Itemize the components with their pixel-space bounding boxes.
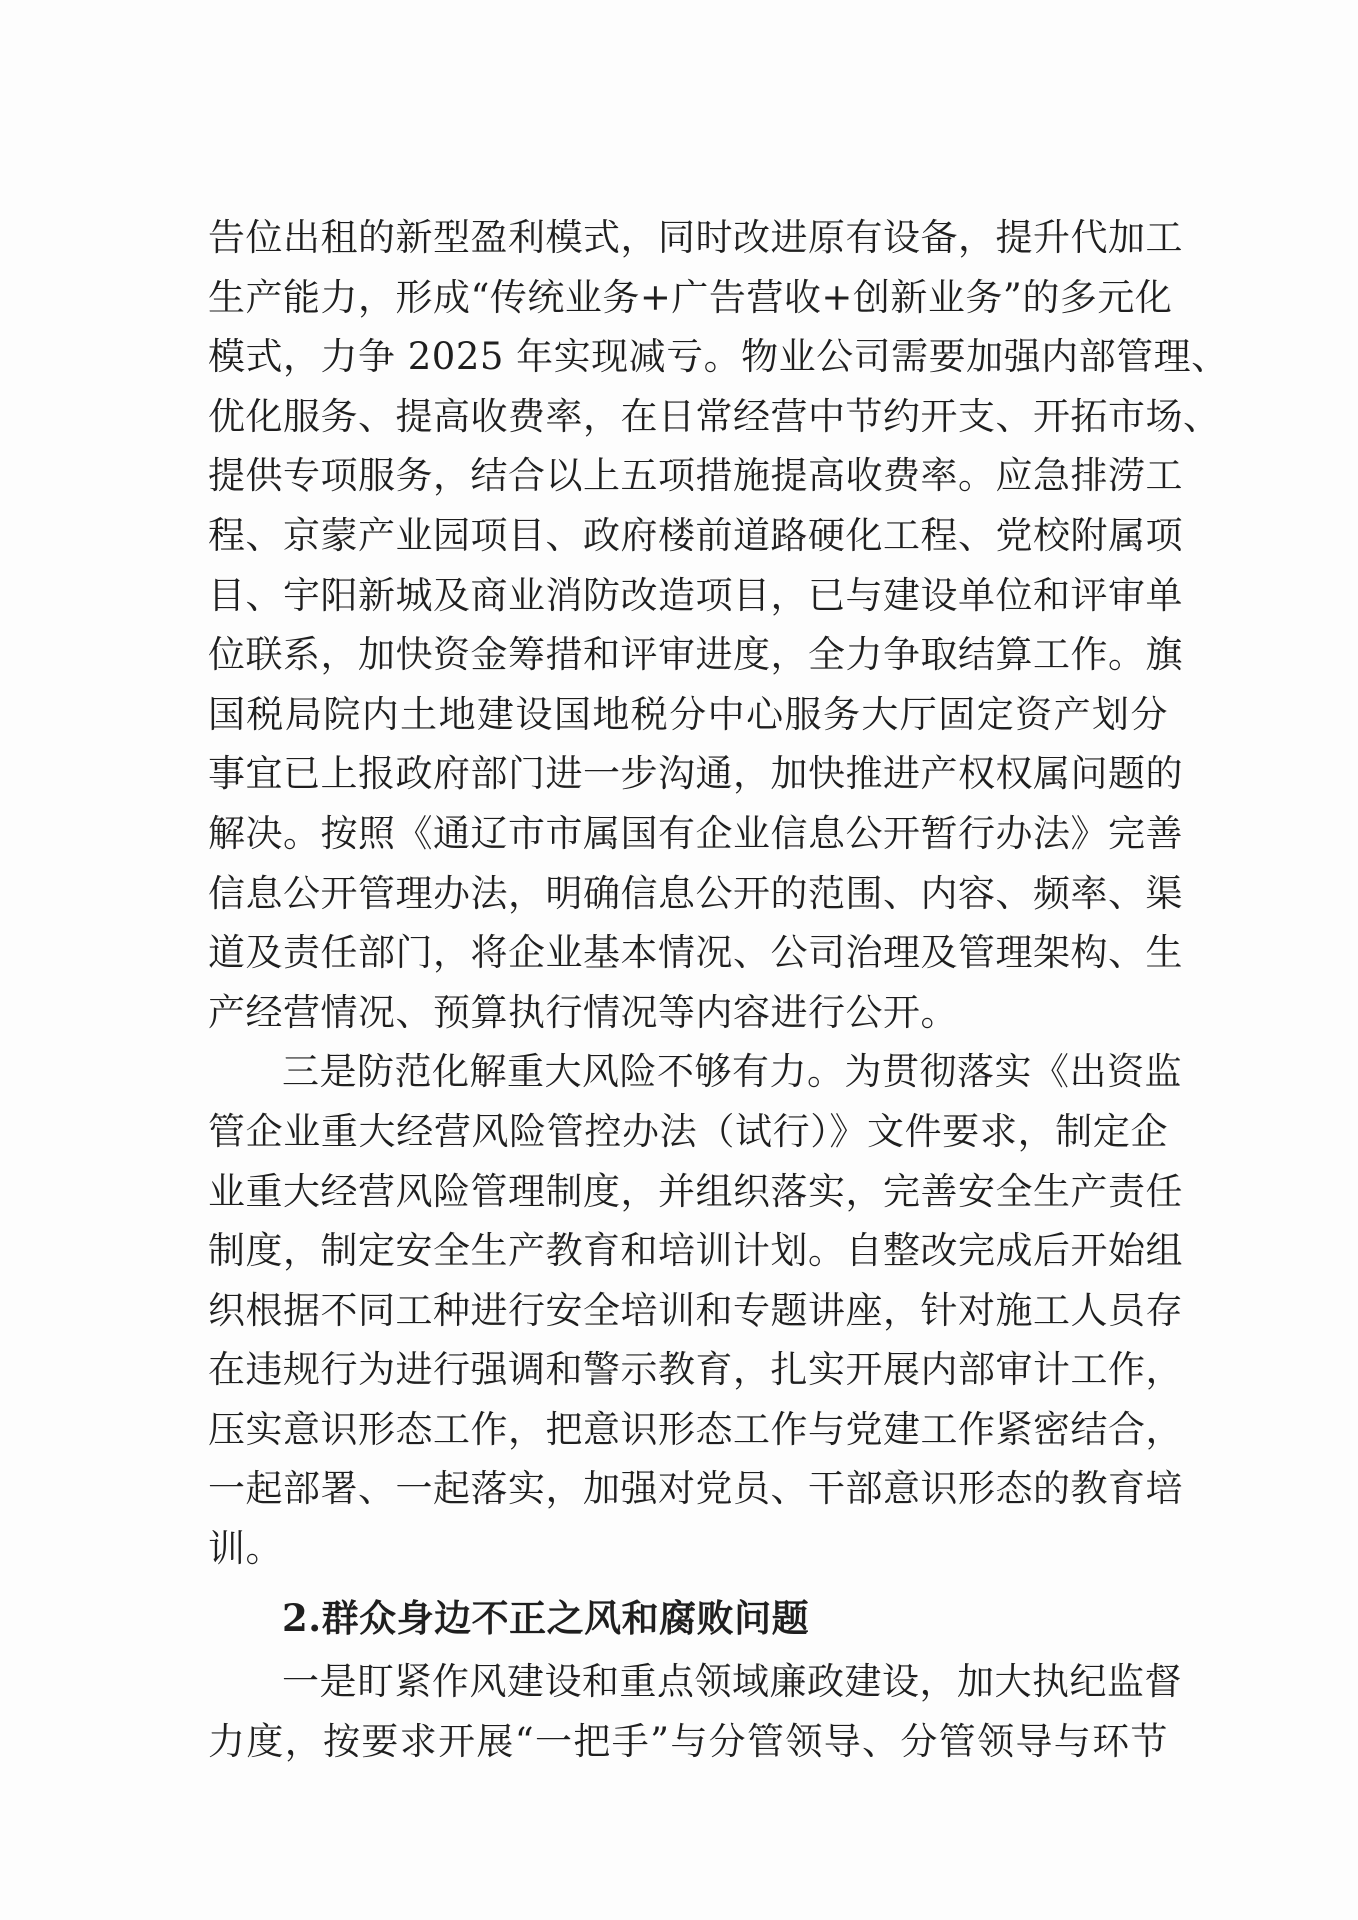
text-line: 事宜已上报政府部门进一步沟通，加快推进产权权属问题的 <box>208 752 1183 796</box>
text-line: 一是盯紧作风建设和重点领域廉政建设，加大执纪监督 <box>282 1660 1182 1704</box>
text-line: 位联系，加快资金筹措和评审进度，全力争取结算工作。旗 <box>208 633 1183 677</box>
paragraph-1 <box>208 208 1229 1042</box>
text-line: 管企业重大经营风险管控办法（试行）》文件要求，制定企 <box>208 1109 1168 1153</box>
text-line: 训。 <box>208 1527 283 1571</box>
text-line: 道及责任部门，将企业基本情况、公司治理及管理架构、生 <box>208 931 1183 975</box>
text-line: 模式，力争 2025 年实现减亏。物业公司需要加强内部管理、 <box>208 335 1229 379</box>
text-line: 解决。按照《通辽市市属国有企业信息公开暂行办法》完善 <box>208 811 1183 855</box>
text-line: 信息公开管理办法，明确信息公开的范围、内容、频率、渠 <box>208 871 1183 915</box>
text-line: 生产能力，形成“传统业务+广告营收+创新业务”的多元化 <box>208 275 1173 319</box>
text-line: 国税局院内土地建设国地税分中心服务大厅固定资产划分 <box>208 692 1168 736</box>
document-body <box>208 208 1229 1771</box>
text-line: 制度，制定安全生产教育和培训计划。自整改完成后开始组 <box>208 1229 1183 1273</box>
text-line: 织根据不同工种进行安全培训和专题讲座，针对施工人员存 <box>208 1288 1183 1332</box>
text-line: 在违规行为进行强调和警示教育，扎实开展内部审计工作， <box>208 1348 1183 1392</box>
paragraph-3 <box>208 1652 1182 1771</box>
text-line: 产经营情况、预算执行情况等内容进行公开。 <box>208 990 958 1034</box>
text-line: 目、宇阳新城及商业消防改造项目，已与建设单位和评审单 <box>208 573 1183 617</box>
text-line: 力度，按要求开展“一把手”与分管领导、分管领导与环节 <box>208 1719 1168 1763</box>
section-heading: 2.群众身边不正之风和腐败问题 <box>282 1595 810 1640</box>
text-line: 一起部署、一起落实，加强对党员、干部意识形态的教育培 <box>208 1467 1183 1511</box>
text-line: 压实意识形态工作，把意识形态工作与党建工作紧密结合， <box>208 1407 1183 1451</box>
text-line: 优化服务、提高收费率，在日常经营中节约开支、开拓市场、 <box>208 394 1221 438</box>
text-line: 告位出租的新型盈利模式，同时改进原有设备，提升代加工 <box>208 216 1183 259</box>
text-line: 提供专项服务，结合以上五项措施提高收费率。应急排涝工 <box>208 454 1183 498</box>
text-line: 三是防范化解重大风险不够有力。为贯彻落实《出资监 <box>282 1050 1182 1094</box>
text-line: 业重大经营风险管理制度，并组织落实，完善安全生产责任 <box>208 1169 1183 1213</box>
text-line: 程、京蒙产业园项目、政府楼前道路硬化工程、党校附属项 <box>208 513 1183 557</box>
paragraph-2 <box>208 1042 1183 1578</box>
